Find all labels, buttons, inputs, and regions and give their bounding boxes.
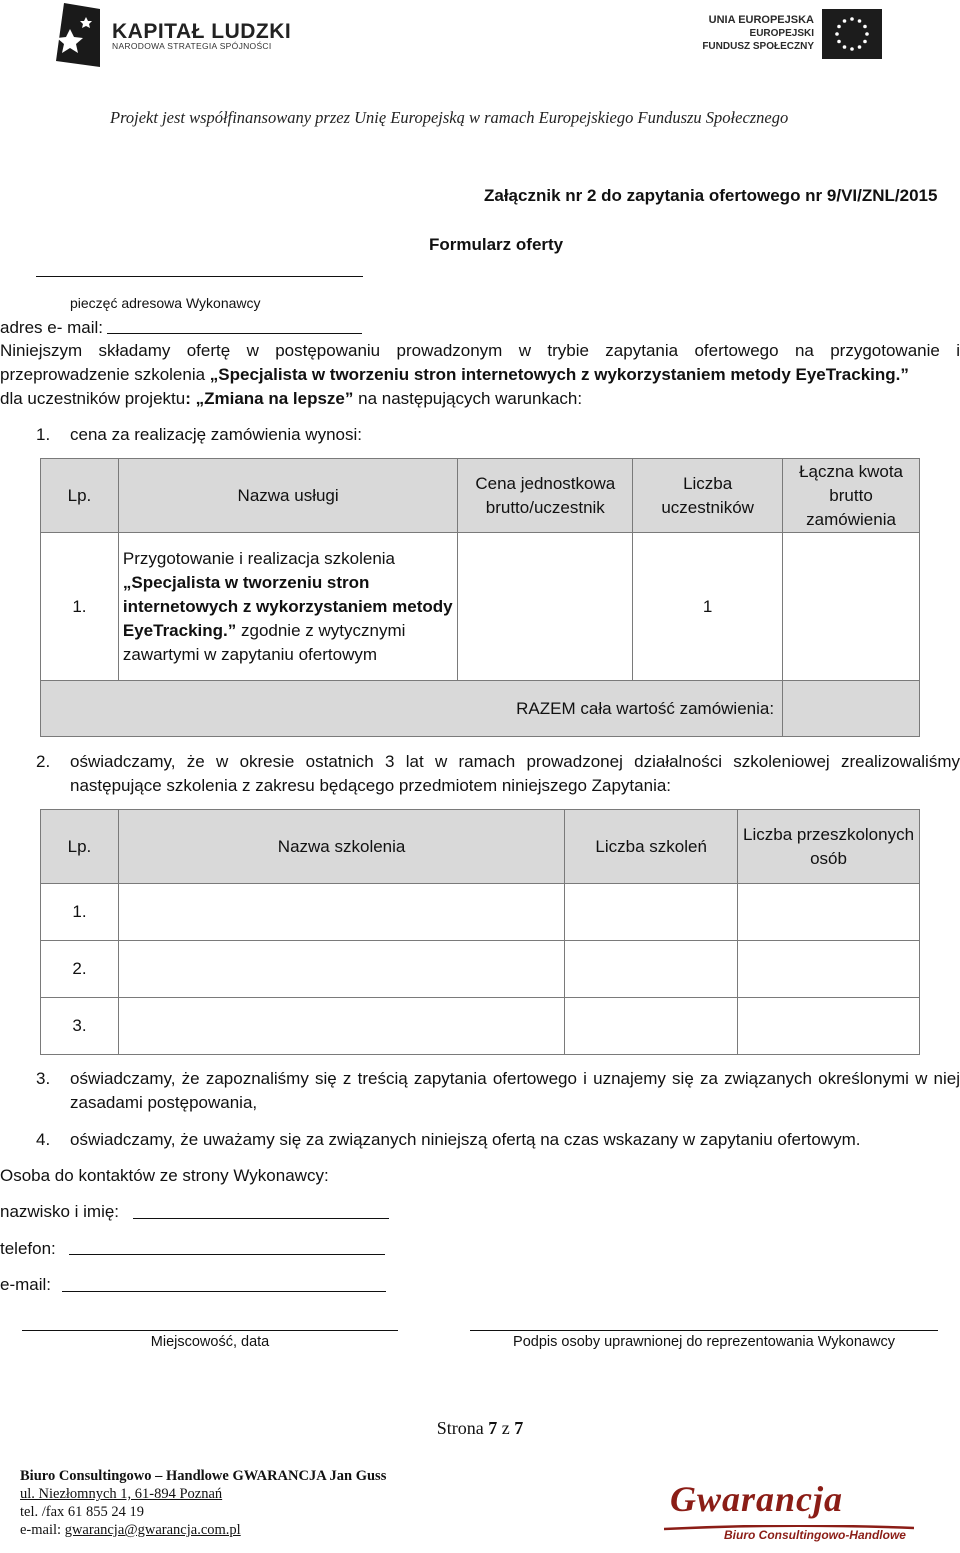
row-participants: 1 [633, 533, 783, 681]
intro-project-name: : „Zmiana na lepsze” [185, 389, 354, 408]
row-training-count[interactable] [565, 941, 738, 998]
col-training-name: Nazwa szkolenia [118, 810, 564, 884]
footer-email-prefix: e-mail: [20, 1522, 65, 1538]
item-2-number: 2. [36, 752, 51, 771]
row-trained-people[interactable] [738, 998, 920, 1055]
col-service-name: Nazwa usługi [118, 459, 457, 533]
project-note: Projekt jest współfinansowany przez Unię Europejską w ramach Europejskiego Funduszu Społecznego [110, 108, 789, 127]
col-unit-price: Cena jednostkowa brutto/uczestnik [458, 459, 633, 533]
col-lp: Lp. [41, 459, 119, 533]
item-4-number: 4. [36, 1130, 51, 1149]
item-3-text: oświadczamy, że zapoznaliśmy się z treścią zapytania ofertowego i uznajemy się za związanych określonymi w niej zasadami postępowania, [70, 1069, 960, 1112]
page-sep: z [497, 1418, 515, 1438]
intro-line-2 [0, 363, 960, 387]
email-line[interactable] [107, 333, 362, 334]
item-1-number: 1. [36, 425, 51, 444]
contact-phone-label: telefon: [0, 1239, 56, 1258]
attachment-title: Załącznik nr 2 do zapytania ofertowego nr 9/VI/ZNL/2015 [484, 186, 938, 205]
col-participants: Liczba uczestników [633, 459, 783, 533]
page-prefix: Strona [436, 1418, 489, 1438]
kapital-ludzki-subtitle: NARODOWA STRATEGIA SPÓJNOŚCI [112, 41, 272, 51]
row-service-name [118, 533, 457, 681]
stamp-label: pieczęć adresowa Wykonawcy [70, 295, 261, 311]
service-line-1: Przygotowanie i realizacja szkolenia [122, 548, 396, 568]
col-training-count: Liczba szkoleń [565, 810, 738, 884]
page-current: 7 [488, 1418, 498, 1438]
intro-line-3-prefix: dla uczestników projektu [0, 389, 186, 408]
contact-name-label: nazwisko i imię: [0, 1202, 120, 1221]
gwarancja-logo-tagline: Biuro Consultingowo-Handlowe [724, 1528, 906, 1542]
footer-address: ul. Niezłomnych 1, 61-894 Poznań [20, 1486, 223, 1502]
footer-phone: tel. /fax 61 855 24 19 [20, 1504, 145, 1520]
page-total: 7 [514, 1418, 524, 1438]
gwarancja-logo [664, 1478, 924, 1548]
eu-logo-text [700, 14, 814, 53]
intro-line-1: Niniejszym składamy ofertę w postępowaniu prowadzonym w trybie zapytania ofertowego na przygotowanie i [0, 341, 960, 360]
row-total[interactable] [783, 533, 920, 681]
price-table-row [41, 533, 920, 681]
row-training-count[interactable] [565, 998, 738, 1055]
item-2-text: oświadczamy, że w okresie ostatnich 3 lat w ramach prowadzonej działalności szkoleniowej zrealizowaliśmy następujące szkolenia z zakresu będącego przedmiotem niniejszego Zapytania: [70, 752, 960, 795]
eu-flag-icon [822, 9, 882, 59]
contact-phone-line[interactable] [69, 1254, 385, 1255]
place-date-line[interactable] [22, 1330, 398, 1331]
row-training-count[interactable] [565, 884, 738, 941]
contact-heading: Osoba do kontaktów ze strony Wykonawcy: [0, 1166, 329, 1185]
table-row [41, 941, 920, 998]
row-unit-price[interactable] [458, 533, 633, 681]
row-training-name[interactable] [118, 884, 564, 941]
price-table-header [41, 459, 920, 533]
signature-label: Podpis osoby uprawnionej do reprezentowania Wykonawcy [513, 1334, 895, 1350]
row-trained-people[interactable] [738, 884, 920, 941]
footer-email-line [20, 1521, 386, 1539]
stamp-line [36, 276, 363, 277]
contact-name-line[interactable] [133, 1218, 389, 1219]
email-label: adres e- mail: [0, 318, 103, 337]
footer-address-block [20, 1467, 386, 1539]
training-table-header [41, 810, 920, 884]
kapital-ludzki-emblem-icon [56, 3, 100, 67]
intro-line-3-suffix: na następujących warunkach: [353, 389, 583, 408]
eu-line-3: FUNDUSZ SPOŁECZNY [702, 41, 814, 52]
table-row [41, 998, 920, 1055]
row-training-name[interactable] [118, 998, 564, 1055]
kapital-ludzki-title: KAPITAŁ LUDZKI [112, 20, 292, 43]
item-3-number: 3. [36, 1069, 51, 1088]
service-training-name: „Specjalista w tworzeniu stron internetowych z wykorzystaniem metody EyeTracking.” [122, 572, 453, 640]
signature-line[interactable] [470, 1330, 938, 1331]
contact-email-line[interactable] [62, 1291, 386, 1292]
row-lp: 1. [41, 884, 119, 941]
row-lp: 3. [41, 998, 119, 1055]
gwarancja-swoosh-icon [664, 1518, 914, 1524]
contact-email-label: e-mail: [0, 1275, 52, 1294]
footer-email[interactable]: gwarancja@gwarancja.com.pl [64, 1522, 241, 1538]
footer-company: Biuro Consultingowo – Handlowe GWARANCJA Jan Guss [20, 1468, 387, 1484]
price-table [40, 458, 920, 737]
training-table [40, 809, 920, 1055]
item-4-text: oświadczamy, że uważamy się za związanych niniejszą ofertą na czas wskazany w zapytaniu ofertowym. [70, 1130, 861, 1149]
total-label: RAZEM cała wartość zamówienia: [41, 681, 783, 737]
eu-line-1: UNIA EUROPEJSKA [708, 14, 814, 26]
form-title: Formularz oferty [429, 235, 564, 254]
intro-line-3 [0, 387, 582, 411]
service-rest: zgodnie z wytycznymi zawartymi w zapytaniu ofertowym [122, 620, 406, 664]
table-row [41, 884, 920, 941]
col-lp: Lp. [41, 810, 119, 884]
eu-line-2: EUROPEJSKI [749, 28, 814, 39]
col-trained-people: Liczba przeszkolonych osób [738, 810, 920, 884]
gwarancja-logo-word: Gwarancja [670, 1479, 844, 1519]
item-1-text: cena za realizację zamówienia wynosi: [70, 425, 362, 444]
price-table-total-row [41, 681, 920, 737]
row-lp: 1. [41, 533, 119, 681]
intro-line-2-prefix: przeprowadzenie szkolenia [0, 365, 210, 384]
place-date-label: Miejscowość, data [150, 1334, 270, 1350]
intro-training-name: „Specjalista w tworzeniu stron internetowych z wykorzystaniem metody EyeTracking.” [209, 365, 909, 384]
page-number [0, 1418, 960, 1439]
col-total: Łączna kwota brutto zamówienia [783, 459, 920, 533]
total-value[interactable] [783, 681, 920, 737]
row-training-name[interactable] [118, 941, 564, 998]
row-lp: 2. [41, 941, 119, 998]
row-trained-people[interactable] [738, 941, 920, 998]
